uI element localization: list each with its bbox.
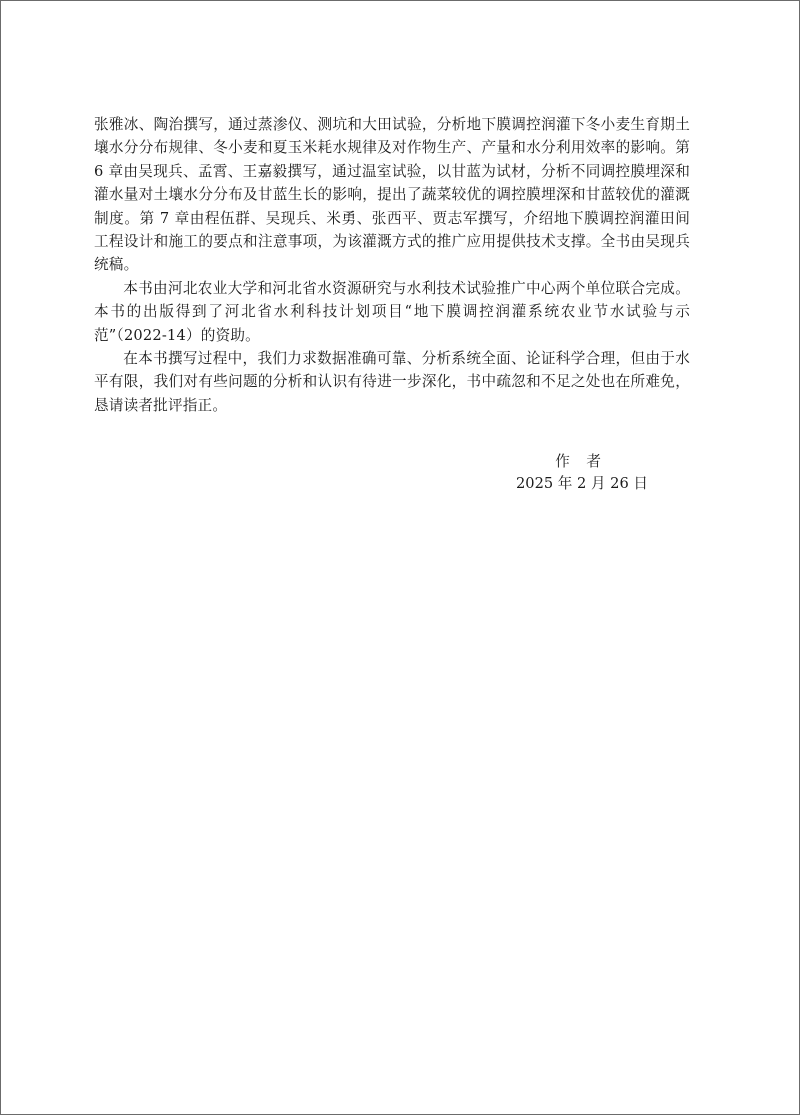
document-body <box>94 113 690 417</box>
signature-author: 作 者 <box>555 453 602 470</box>
paragraph-funding: 本书由河北农业大学和河北省水资源研究与水利技术试验推广中心两个单位联合完成。本书的出版得到了河北省水利科技计划项目“地下膜调控润灌系统农业节水试验与示范”（2022-14）的资助。 <box>94 279 690 344</box>
paragraph-acknowledgement: 在本书撰写过程中，我们力求数据准确可靠、分析系统全面、论证科学合理，但由于水平有限，我们对有些问题的分析和认识有待进一步深化，书中疏忽和不足之处也在所难免，恳请读者批评指正。 <box>94 350 690 414</box>
signature-date: 2025 年 2 月 26 日 <box>516 475 648 492</box>
signature-block <box>470 451 670 495</box>
paragraph-authors-chapters: 张雅冰、陶治撰写，通过蒸渗仪、测坑和大田试验，分析地下膜调控润灌下冬小麦生育期土壤水分分布规律、冬小麦和夏玉米耗水规律及对作物生产、产量和水分利用效率的影响。第 6 章由吴现兵、孟霄、王嘉毅撰写，通过温室试验，以甘蓝为试材，分析不同调控膜埋深和灌水量对土壤水分分布及甘蓝生长的影响，提出了蔬菜较优的调控膜埋深和甘蓝较优的灌溉制度。第 7 章由程伍群、吴现兵、米勇、张西平、贾志军撰写，介绍地下膜调控润灌田间工程设计和施工的要点和注意事项，为该灌溉方式的推广应用提供技术支撑。全书由吴现兵统稿。 <box>94 116 690 274</box>
